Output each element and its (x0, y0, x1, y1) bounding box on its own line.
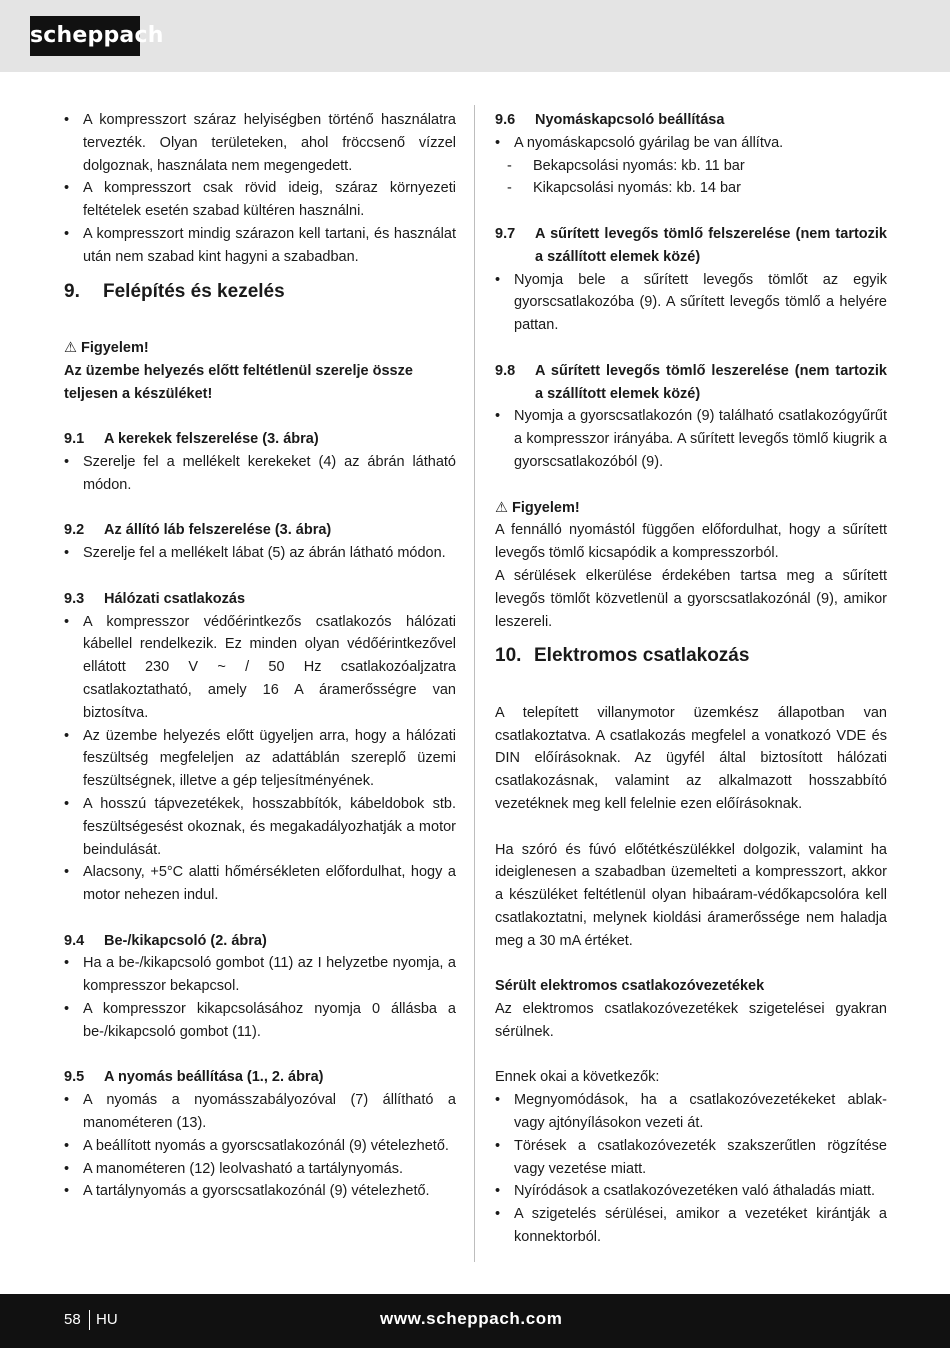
list-item: • A hosszú tápvezetékek, hosszabbítók, kábeldobok stb. feszültségesést okoznak, és megakadályozhatják a motor beindulását. (64, 793, 456, 861)
warning-text: Az üzembe helyezés előtt feltétlenül szerelje össze teljesen a készüléket! (64, 362, 413, 402)
warning-title: ⚠ Figyelem! (495, 497, 887, 520)
subsection-heading: 9.8 A sűrített levegős tömlő leszerelése (nem tartozik a szállított elemek közé) (495, 362, 887, 402)
subsection-heading: 9.4 Be-/kikapcsoló (2. ábra) (64, 932, 267, 949)
list-item: • Az üzembe helyezés előtt ügyeljen arra, hogy a hálózati feszültség megfeleljen az adattáblán szereplő üzemi feszültségnek, illetve a gép teljesítményének. (64, 725, 456, 793)
warning-text: A fennálló nyomástól függően előfordulhat, hogy a sűrített levegős tömlő kicsapódik a kompresszorból. (495, 522, 887, 562)
section-number: 10. (495, 645, 522, 667)
subheading: Sérült elektromos csatlakozóvezetékek (495, 978, 765, 995)
scheppach-logo: scheppach (30, 16, 140, 56)
list-item: • Nyomja bele a sűrített levegős tömlőt az egyik gyorscsatlakozóba (9). A sűrített levegős tömlő a helyére pattan. (495, 269, 887, 337)
subsection-heading: 9.3 Hálózati csatlakozás (64, 590, 246, 607)
section-title: Felépítés és kezelés (103, 280, 285, 302)
list-item: • A kompresszort mindig szárazon kell tartani, és használat után nem szabad kint hagyni a szabadban. (64, 223, 456, 269)
warning-icon: ⚠ (495, 499, 508, 516)
subsection-heading: 9.1 A kerekek felszerelése (3. ábra) (64, 431, 319, 448)
language-code: HU (96, 1311, 118, 1328)
warning-text: A sérülések elkerülése érdekében tartsa meg a sűrített levegős tömlőt közvetlenül a gyorscsatlakozónál (9), amikor leszereli. (495, 567, 887, 630)
list-item: • A kompresszort száraz helyiségben történő használatra tervezték. Olyan területeken, ahol fröccsenő vízzel dolgoznak, használata nem megengedett. (64, 109, 456, 177)
list-item: • Törések a csatlakozóvezeték szakszerűtlen rögzítése vagy vezetése miatt. (495, 1135, 887, 1181)
list-item: • Nyíródások a csatlakozóvezetéken való áthaladás miatt. (495, 1180, 887, 1203)
subsection-heading: 9.5 A nyomás beállítása (1., 2. ábra) (64, 1069, 324, 1086)
list-item: • A szigetelés sérülései, amikor a vezetéket kirántják a konnektorból. (495, 1203, 887, 1249)
paragraph: A telepített villanymotor üzemkész állapotban van csatlakoztatva. A csatlakozás megfelel a vonatkozó VDE és DIN előírásoknak. Az ügyfél által biztosított hálózati csatlakozásnak, valamint az alkalmazott hosszabbító vezetéknek meg kell felelnie ezen előírásoknak. (495, 704, 887, 812)
subsection-heading: 9.7 A sűrített levegős tömlő felszerelése (nem tartozik a szállított elemek közé) (495, 225, 887, 265)
website-url: www.scheppach.com (380, 1309, 563, 1328)
section-number: 9. (64, 280, 80, 302)
dash-item: - Bekapcsolási nyomás: kb. 11 bar (495, 155, 887, 178)
list-item: • A kompresszor védőérintkezős csatlakozós hálózati kábellel rendelkezik. Ez minden olyan védőérintkezővel ellátott 230 V ~ / 50 Hz csatlakozóaljzatra csatlakoztatható, amely 16 A áramerősségre van biztosítva. (64, 611, 456, 725)
list-item: • Alacsony, +5°C alatti hőmérsékleten előfordulhat, hogy a motor nehezen indul. (64, 861, 456, 907)
page-header (0, 0, 950, 72)
list-item: • Megnyomódások, ha a csatlakozóvezetékeket ablak- vagy ajtónyílásokon vezeti át. (495, 1089, 887, 1135)
warning-icon: ⚠ (64, 339, 77, 356)
page-number: 58 (64, 1311, 81, 1328)
list-item: • A manométeren (12) leolvasható a tartálynyomás. (64, 1158, 456, 1181)
subsection-heading: 9.6 Nyomáskapcsoló beállítása (495, 112, 725, 128)
section-9-heading (64, 269, 456, 315)
subsection-heading: 9.2 Az állító láb felszerelése (3. ábra) (64, 522, 332, 539)
left-column (64, 109, 456, 1203)
right-column (495, 109, 887, 1249)
section-title: Elektromos csatlakozás (534, 645, 750, 667)
paragraph: Ennek okai a következők: (495, 1069, 660, 1086)
section-10-heading (495, 633, 887, 679)
warning-title: ⚠ Figyelem! (64, 337, 456, 360)
list-item: • A nyomás a nyomásszabályozóval (7) állítható a manométeren (13). (64, 1089, 456, 1135)
list-item: • A kompresszort csak rövid ideig, száraz környezeti feltételek esetén szabad kültéren használni. (64, 177, 456, 223)
column-divider (474, 105, 475, 1262)
list-item: • A tartálynyomás a gyorscsatlakozónál (9) vételezhető. (64, 1180, 456, 1203)
paragraph: Ha szóró és fúvó előtétkészülékkel dolgozik, valamint ha ideiglenesen a szabadban üzemelteti a kompresszort, akkor a készüléket feltétlenül olyan hibaáram-védőkapcsolóra kell csatlakoztatni, melynek kioldási áramerőssége nem haladja meg a 30 mA értéket. (495, 841, 887, 949)
footer-separator (89, 1310, 90, 1330)
dash-item: - Kikapcsolási nyomás: kb. 14 bar (495, 177, 887, 200)
list-item: • A nyomáskapcsoló gyárilag be van állítva. (495, 132, 887, 155)
paragraph: Az elektromos csatlakozóvezetékek szigetelései gyakran sérülnek. (495, 1001, 887, 1040)
list-item: • Ha a be-/kikapcsoló gombot (11) az I helyzetbe nyomja, a kompresszor bekapcsol. (64, 952, 456, 998)
list-item: • Szerelje fel a mellékelt lábat (5) az ábrán látható módon. (64, 542, 456, 565)
list-item: • Nyomja a gyorscsatlakozón (9) található csatlakozógyűrűt a kompresszor irányába. A sűrített levegős tömlő kiugrik a gyorscsatlakozóból (9). (495, 405, 887, 473)
list-item: • Szerelje fel a mellékelt kerekeket (4) az ábrán látható módon. (64, 451, 456, 497)
list-item: • A kompresszor kikapcsolásához nyomja 0 állásba a be-/kikapcsoló gombot (11). (64, 998, 456, 1044)
page-footer (0, 1294, 950, 1348)
list-item: • A beállított nyomás a gyorscsatlakozónál (9) vételezhető. (64, 1135, 456, 1158)
